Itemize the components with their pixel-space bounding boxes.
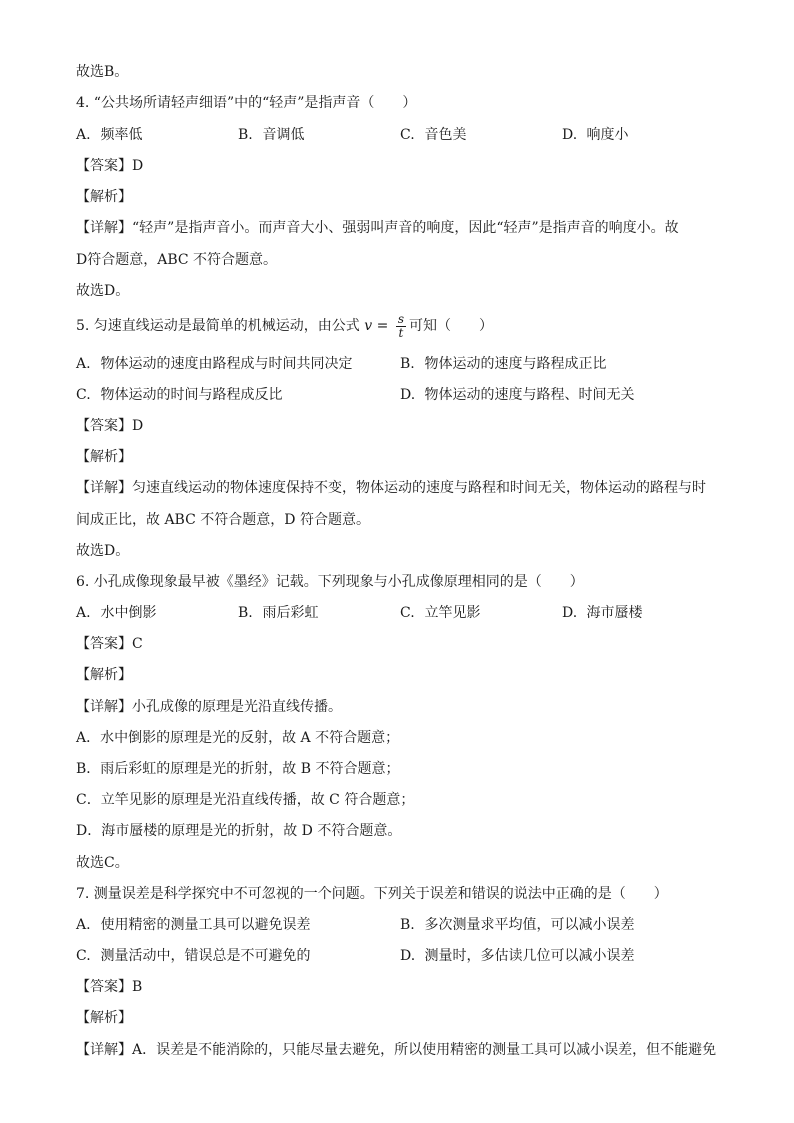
q7-option-a [76, 915, 310, 935]
question-7-stem: 7. 测量误差是科学探究中不可忽视的一个问题。下列关于误差和错误的说法中正确的是（ ） [76, 886, 668, 902]
option-text: 雨后彩虹 [262, 605, 319, 621]
q5-option-c [76, 385, 282, 405]
q7-option-d [400, 946, 634, 966]
option-label: B. [400, 356, 415, 372]
q5-stem-prefix: 5. 匀速直线运动是最简单的机械运动，由公式 [76, 318, 360, 334]
option-label: A. [76, 605, 91, 621]
option-label: C. [76, 948, 91, 964]
option-text: 音调低 [262, 127, 305, 143]
option-text: 多次测量求平均值，可以减小误差 [424, 917, 635, 933]
q6-conclusion: 故选C。 [76, 855, 129, 871]
question-6-stem: 6. 小孔成像现象最早被《墨经》记载。下列现象与小孔成像原理相同的是（ ） [76, 574, 584, 590]
formula-velocity-symbol: v [364, 318, 373, 334]
q7-option-c [76, 946, 310, 966]
formula-numerator: s [397, 311, 404, 326]
option-text: 使用精密的测量工具可以避免误差 [100, 917, 311, 933]
q6-detail-a: A．水中倒影的原理是光的反射，故 A 不符合题意； [76, 730, 400, 746]
q4-detail-line-1: 【详解】“轻声”是指声音小。而声音大小、强弱叫声音的响度，因此“轻声”是指声音的响度小。故 [76, 220, 679, 236]
q6-detail-b: B．雨后彩虹的原理是光的折射，故 B 不符合题意； [76, 761, 400, 777]
q6-analysis-heading: 【解析】 [76, 667, 132, 683]
option-label: B. [238, 127, 253, 143]
q5-answer: 【答案】D [76, 418, 144, 434]
q5-detail-line-1: 【详解】匀速直线运动的物体速度保持不变，物体运动的速度与路程和时间无关，物体运动的路程与时 [76, 480, 706, 496]
q6-option-b [238, 603, 318, 623]
option-text: 立竿见影 [424, 605, 481, 621]
conclusion-line: 故选B。 [76, 64, 129, 80]
q6-option-d [562, 603, 642, 623]
q5-option-a [76, 354, 352, 374]
q6-option-a [76, 603, 156, 623]
q4-option-c [400, 125, 466, 145]
option-label: D. [400, 387, 416, 403]
q5-option-b [400, 354, 606, 374]
option-text: 物体运动的速度与路程、时间无关 [424, 387, 635, 403]
q4-detail-line-2: D符合题意，ABC 不符合题意。 [76, 252, 278, 268]
q6-detail-c: C．立竿见影的原理是光沿直线传播，故 C 符合题意； [76, 792, 415, 808]
option-label: C. [400, 127, 415, 143]
option-text: 测量活动中，错误总是不可避免的 [100, 948, 311, 964]
option-text: 频率低 [100, 127, 143, 143]
option-label: A. [76, 917, 91, 933]
option-text: 音色美 [424, 127, 467, 143]
q7-detail-line-1: 【详解】A．误差是不能消除的，只能尽量去避免，所以使用精密的测量工具可以减小误差，但不能避免 [76, 1042, 717, 1058]
option-label: A. [76, 127, 91, 143]
option-label: B. [400, 917, 415, 933]
q5-analysis-heading: 【解析】 [76, 449, 132, 465]
q5-detail-line-2: 间成正比，故 ABC 不符合题意，D 符合题意。 [76, 512, 370, 528]
question-4-stem: 4. “公共场所请轻声细语”中的“轻声”是指声音（ ） [76, 95, 417, 111]
option-text: 测量时，多估读几位可以减小误差 [424, 948, 635, 964]
option-label: C. [76, 387, 91, 403]
formula-denominator: t [398, 325, 404, 340]
option-text: 水中倒影 [100, 605, 157, 621]
q6-detail-d: D．海市蜃楼的原理是光的折射，故 D 不符合题意。 [76, 823, 402, 839]
q4-analysis-heading: 【解析】 [76, 189, 132, 205]
q7-analysis-heading: 【解析】 [76, 1010, 132, 1026]
q5-conclusion: 故选D。 [76, 543, 130, 559]
option-label: C. [400, 605, 415, 621]
formula-fraction [396, 313, 406, 340]
q4-conclusion: 故选D。 [76, 283, 130, 299]
question-5-stem [76, 312, 493, 340]
option-label: A. [76, 356, 91, 372]
q4-option-a [76, 125, 142, 145]
q4-option-d [562, 125, 628, 145]
option-text: 物体运动的速度与路程成正比 [424, 356, 607, 372]
q7-option-b [400, 915, 634, 935]
option-text: 响度小 [586, 127, 629, 143]
option-text: 物体运动的时间与路程成反比 [100, 387, 283, 403]
q4-answer: 【答案】D [76, 158, 144, 174]
q5-stem-suffix: 可知（ ） [409, 318, 493, 334]
q6-option-c [400, 603, 480, 623]
option-text: 物体运动的速度由路程成与时间共同决定 [100, 356, 353, 372]
option-label: D. [562, 127, 578, 143]
option-label: B. [238, 605, 253, 621]
q6-answer: 【答案】C [76, 636, 143, 652]
formula-equals: = [372, 318, 393, 334]
option-label: D. [400, 948, 416, 964]
q5-option-d [400, 385, 634, 405]
option-label: D. [562, 605, 578, 621]
q4-option-b [238, 125, 304, 145]
q7-answer: 【答案】B [76, 979, 143, 995]
option-text: 海市蜃楼 [586, 605, 643, 621]
q6-detail-intro: 【详解】小孔成像的原理是光沿直线传播。 [76, 699, 342, 715]
